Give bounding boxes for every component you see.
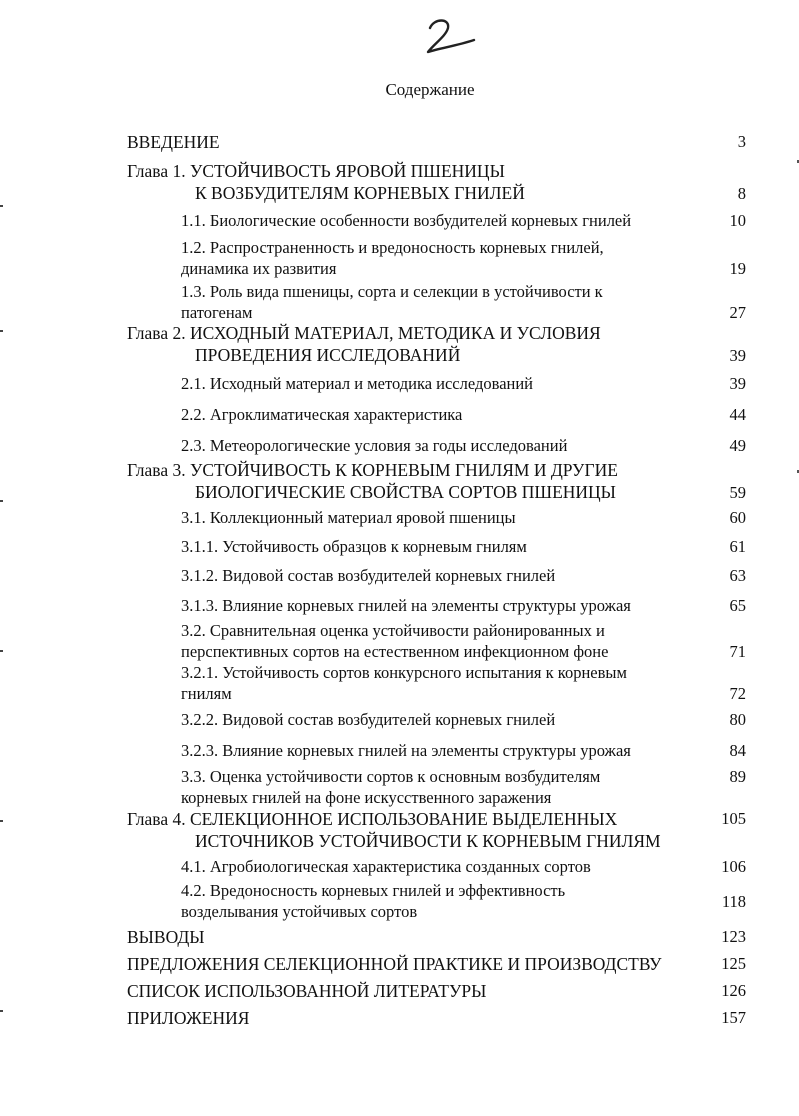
scan-edge-mark <box>0 1010 3 1012</box>
toc-entry-section: 3.3. Оценка устойчивости сортов к основным возбудителям <box>181 767 601 786</box>
toc-entry-subsection: 3.1.3. Влияние корневых гнилей на элементы структуры урожая <box>181 596 631 615</box>
toc-page-number: 105 <box>721 809 746 828</box>
toc-page-number: 106 <box>721 857 746 876</box>
toc-page-number: 39 <box>729 374 746 393</box>
toc-entry-section-cont: патогенам <box>181 303 253 322</box>
scan-edge-mark <box>0 820 3 822</box>
toc-entry-section: 4.1. Агробиологическая характеристика созданных сортов <box>181 857 591 876</box>
toc-page-number: 72 <box>729 684 746 703</box>
toc-page-number: 125 <box>721 954 746 973</box>
toc-page-number: 59 <box>729 483 746 502</box>
toc-entry-subsection: 3.1.1. Устойчивость образцов к корневым гнилям <box>181 537 527 556</box>
handwritten-page-number <box>420 14 480 58</box>
toc-page-number: 65 <box>729 596 746 615</box>
toc-page-number: 49 <box>729 436 746 455</box>
toc-entry-subsection: 3.2.1. Устойчивость сортов конкурсного испытания к корневым <box>181 663 627 682</box>
toc-entry-chapter-3: Глава 3. УСТОЙЧИВОСТЬ К КОРНЕВЫМ ГНИЛЯМ И ДРУГИЕ <box>127 460 618 480</box>
toc-page-number: 44 <box>729 405 746 424</box>
toc-entry-section: 3.2. Сравнительная оценка устойчивости районированных и <box>181 621 605 640</box>
toc-page-number: 8 <box>737 184 746 203</box>
toc-page-number: 63 <box>729 566 746 585</box>
toc-page-number: 60 <box>729 508 746 527</box>
toc-page-number: 89 <box>729 767 746 786</box>
toc-entry-subsection: 3.1.2. Видовой состав возбудителей корневых гнилей <box>181 566 556 585</box>
toc-page-number: 19 <box>729 259 746 278</box>
toc-page-number: 61 <box>729 537 746 556</box>
toc-entry-chapter-4: Глава 4. СЕЛЕКЦИОННОЕ ИСПОЛЬЗОВАНИЕ ВЫДЕЛЕННЫХ <box>127 809 618 829</box>
toc-entry-section-cont: динамика их развития <box>181 259 337 278</box>
toc-page-number: 39 <box>729 346 746 365</box>
toc-page-number: 118 <box>721 892 746 911</box>
toc-page-number: 3 <box>737 132 746 151</box>
toc-page-number: 27 <box>729 303 746 322</box>
toc-entry-conclusions: ВЫВОДЫ <box>127 927 205 947</box>
toc-entry-section-cont: возделывания устойчивых сортов <box>181 902 418 921</box>
toc-entry-subsection-cont: гнилям <box>181 684 232 703</box>
scan-edge-mark <box>0 650 3 652</box>
toc-entry-chapter-3-cont: БИОЛОГИЧЕСКИЕ СВОЙСТВА СОРТОВ ПШЕНИЦЫ <box>195 482 616 502</box>
toc-entry-chapter-1: Глава 1. УСТОЙЧИВОСТЬ ЯРОВОЙ ПШЕНИЦЫ <box>127 161 505 181</box>
toc-page-number: 80 <box>729 710 746 729</box>
toc-entry-chapter-2: Глава 2. ИСХОДНЫЙ МАТЕРИАЛ, МЕТОДИКА И УСЛОВИЯ <box>127 323 601 343</box>
toc-page-number: 71 <box>729 642 746 661</box>
toc-page-number: 10 <box>729 211 746 230</box>
toc-entry-chapter-1-cont: К ВОЗБУДИТЕЛЯМ КОРНЕВЫХ ГНИЛЕЙ <box>195 183 525 203</box>
toc-entry-recommendations: ПРЕДЛОЖЕНИЯ СЕЛЕКЦИОННОЙ ПРАКТИКЕ И ПРОИЗВОДСТВУ <box>127 954 662 974</box>
toc-entry-section-cont: перспективных сортов на естественном инфекционном фоне <box>181 642 609 661</box>
toc-page-number: 157 <box>721 1008 746 1027</box>
toc-page-number: 84 <box>729 741 746 760</box>
toc-entry-section-cont: корневых гнилей на фоне искусственного заражения <box>181 788 552 807</box>
toc-entry-subsection: 3.2.2. Видовой состав возбудителей корневых гнилей <box>181 710 556 729</box>
toc-entry-section: 3.1. Коллекционный материал яровой пшеницы <box>181 508 516 527</box>
toc-entry-subsection: 3.2.3. Влияние корневых гнилей на элементы структуры урожая <box>181 741 631 760</box>
scan-edge-mark <box>0 330 3 332</box>
toc-entry-section: 2.2. Агроклиматическая характеристика <box>181 405 463 424</box>
toc-entry-section: 1.1. Биологические особенности возбудителей корневых гнилей <box>181 211 632 230</box>
toc-entry-chapter-4-cont: ИСТОЧНИКОВ УСТОЙЧИВОСТИ К КОРНЕВЫМ ГНИЛЯМ <box>195 831 661 851</box>
toc-entry-references: СПИСОК ИСПОЛЬЗОВАННОЙ ЛИТЕРАТУРЫ <box>127 981 487 1001</box>
toc-entry-section: 2.3. Метеорологические условия за годы исследований <box>181 436 568 455</box>
toc-title: Содержание <box>385 80 475 99</box>
toc-page-number: 123 <box>721 927 746 946</box>
toc-entry-introduction: ВВЕДЕНИЕ <box>127 132 220 152</box>
scan-edge-mark <box>0 500 3 502</box>
toc-entry-appendices: ПРИЛОЖЕНИЯ <box>127 1008 250 1028</box>
toc-entry-section: 1.3. Роль вида пшеницы, сорта и селекции в устойчивости к <box>181 282 603 301</box>
toc-entry-section: 2.1. Исходный материал и методика исследований <box>181 374 534 393</box>
toc-entry-section: 1.2. Распространенность и вредоносность корневых гнилей, <box>181 238 604 257</box>
scan-edge-mark <box>0 205 3 207</box>
toc-entry-chapter-2-cont: ПРОВЕДЕНИЯ ИССЛЕДОВАНИЙ <box>195 345 461 365</box>
toc-entry-section: 4.2. Вредоносность корневых гнилей и эффективность <box>181 881 566 900</box>
toc-page-number: 126 <box>721 981 746 1000</box>
